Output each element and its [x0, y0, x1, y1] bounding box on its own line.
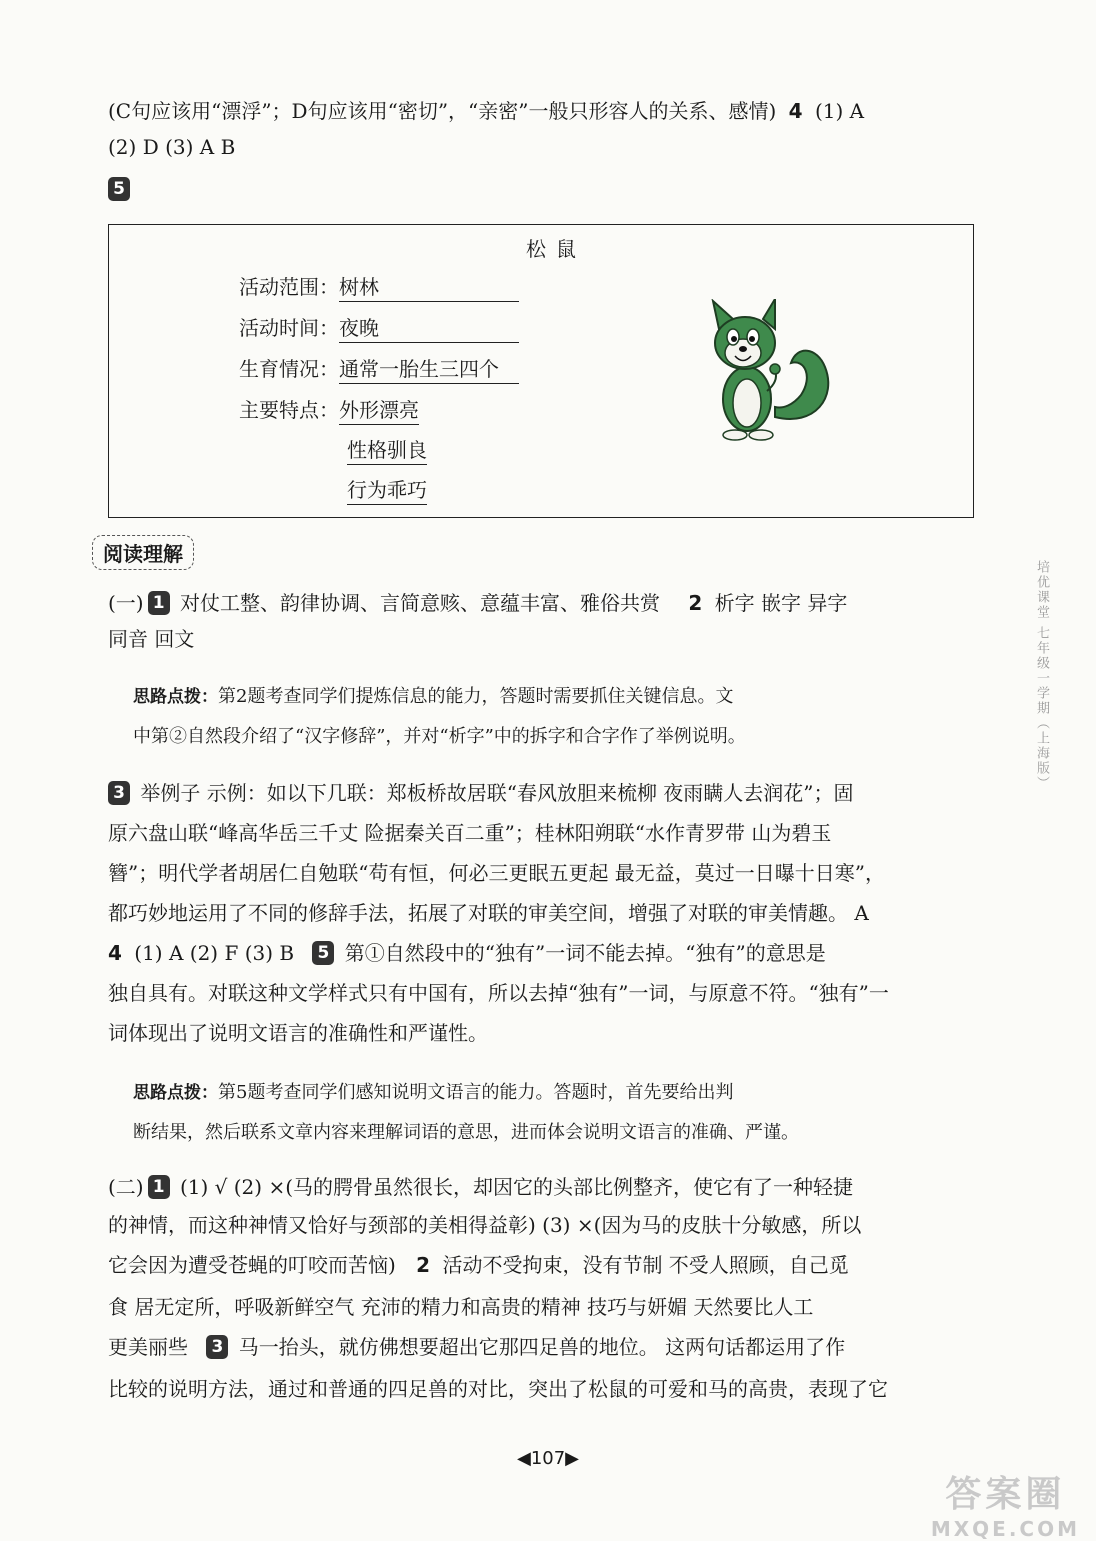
- answer-line: 比较的说明方法，通过和普通的四足兽的对比，突出了松鼠的可爱和马的高贵，表现了它: [108, 1377, 888, 1401]
- answer-line: (一) 1 对仗工整、韵律协调、言简意赅、意蕴丰富、雅俗共赏 2 析字 嵌字 异字: [108, 591, 848, 615]
- answer-line: 食 居无定所，呼吸新鲜空气 充沛的精力和高贵的精神 技巧与妍媚 天然要比人工: [108, 1295, 814, 1319]
- info-row: 生育情况：通常一胎生三四个: [239, 355, 519, 384]
- answer-line: 都巧妙地运用了不同的修辞手法，拓展了对联的审美空间，增强了对联的审美情趣。 A: [108, 901, 869, 925]
- squirrel-illustration: [705, 299, 845, 449]
- question-number: 5: [108, 174, 134, 204]
- answer-line: 独自具有。对联这种文学样式只有中国有，所以去掉“独有”一词，与原意不符。“独有”一: [108, 981, 889, 1005]
- answer-line: 词体现出了说明文语言的准确性和严谨性。: [108, 1021, 488, 1045]
- answer-line: 原六盘山联“峰高华岳三千丈 险据秦关百二重”；桂林阳朔联“水作青罗带 山为碧玉: [108, 821, 832, 845]
- answer-line: (C句应该用“漂浮”；D句应该用“密切”，“亲密”一般只形容人的关系、感情) 4 (1) A: [108, 99, 865, 123]
- info-row: 活动时间：夜晚: [239, 314, 519, 343]
- answer-line: 更美丽些 3 马一抬头，就仿佛想要超出它那四足兽的地位。 这两句话都运用了作: [108, 1335, 846, 1359]
- squirrel-info-box: [108, 224, 974, 518]
- section-tag: 阅读理解: [92, 535, 194, 570]
- answer-line: 的神情，而这种神情又恰好与颈部的美相得益彰) (3) ×(因为马的皮肤十分敏感，所以: [108, 1213, 862, 1237]
- info-row: 主要特点：外形漂亮: [239, 396, 419, 425]
- hint-paragraph: 中第②自然段介绍了“汉字修辞”，并对“析字”中的拆字和合字作了举例说明。: [133, 726, 746, 747]
- answer-line: 簪”；明代学者胡居仁自勉联“苟有恒，何必三更眠五更起 最无益，莫过一日曝十日寒”，: [108, 861, 886, 885]
- answer-line: (二) 1 (1) √ (2) ×(马的腭骨虽然很长，却因它的头部比例整齐，使它有了一种轻捷: [108, 1175, 854, 1199]
- answer-line: (2) D (3) A B: [108, 135, 236, 159]
- answer-line: 同音 回文: [108, 627, 195, 651]
- info-row: 活动范围：树林: [239, 273, 519, 302]
- watermark: 答案圈 MXQE.COM: [930, 1474, 1080, 1541]
- side-book-title: 培优课堂 七年级一学期（上海版）: [1034, 560, 1049, 792]
- hint-paragraph: 思路点拨：第2题考查同学们提炼信息的能力，答题时需要抓住关键信息。文: [133, 686, 734, 707]
- hint-paragraph: 思路点拨：第5题考查同学们感知说明文语言的能力。答题时，首先要给出判: [133, 1082, 734, 1103]
- answer-line: 它会因为遭受苍蝇的叮咬而苦恼) 2 活动不受拘束，没有节制 不受人照顾，自己觅: [108, 1253, 849, 1277]
- box-title: 松鼠: [526, 237, 586, 261]
- page-number: ◀107▶: [516, 1448, 580, 1469]
- info-row: 性格驯良: [347, 436, 427, 465]
- hint-paragraph: 断结果，然后联系文章内容来理解词语的意思，进而体会说明文语言的准确、严谨。: [133, 1122, 799, 1143]
- info-row: 行为乖巧: [347, 476, 427, 505]
- answer-line: 3 举例子 示例：如以下几联：郑板桥故居联“春风放胆来梳柳 夜雨瞒人去润花”；固: [108, 778, 854, 808]
- answer-line: 4 (1) A (2) F (3) B 5 第①自然段中的“独有”一词不能去掉。“独有”的意思是: [108, 941, 826, 965]
